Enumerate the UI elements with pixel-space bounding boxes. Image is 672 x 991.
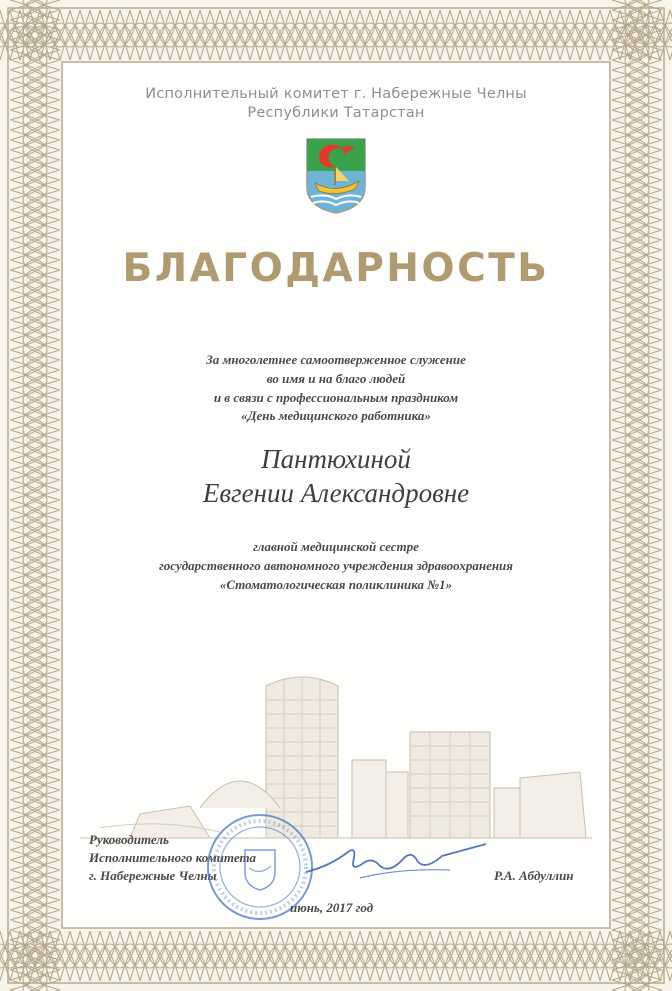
recipient-surname: Пантюхиной <box>261 444 411 474</box>
reason-line-3: и в связи с профессиональным праздником <box>213 390 459 405</box>
handwritten-signature <box>300 838 490 888</box>
issue-date: июнь, 2017 год <box>290 900 374 915</box>
position-line-1: главной медицинской сестре <box>253 539 419 554</box>
certificate-title: БЛАГОДАРНОСТЬ <box>122 246 550 291</box>
signatory-title-line-2: Исполнительного комитета <box>89 850 257 865</box>
signatory-title-line-1: Руководитель <box>89 832 169 847</box>
signatory-title-line-3: г. Набережные Челны <box>89 868 217 883</box>
position-line-3: «Стоматологическая поликлиника №1» <box>219 577 453 592</box>
position-line-2: государственного автономного учреждения здравоохранения <box>159 558 513 573</box>
signatory-name: Р.А. Абдуллин <box>494 868 574 883</box>
issuer-line-1: Исполнительный комитет г. Набережные Челны <box>145 86 527 102</box>
reason-line-2: во имя и на благо людей <box>266 371 406 386</box>
reason-line-4: «День медицинского работника» <box>241 408 431 423</box>
city-coat-of-arms-icon <box>305 137 367 215</box>
reason-line-1: За многолетнее самоотверженное служение <box>206 352 466 367</box>
issuer-line-2: Республики Татарстан <box>247 105 425 121</box>
recipient-given-names: Евгении Александровне <box>202 478 470 508</box>
city-skyline-illustration <box>80 668 592 848</box>
